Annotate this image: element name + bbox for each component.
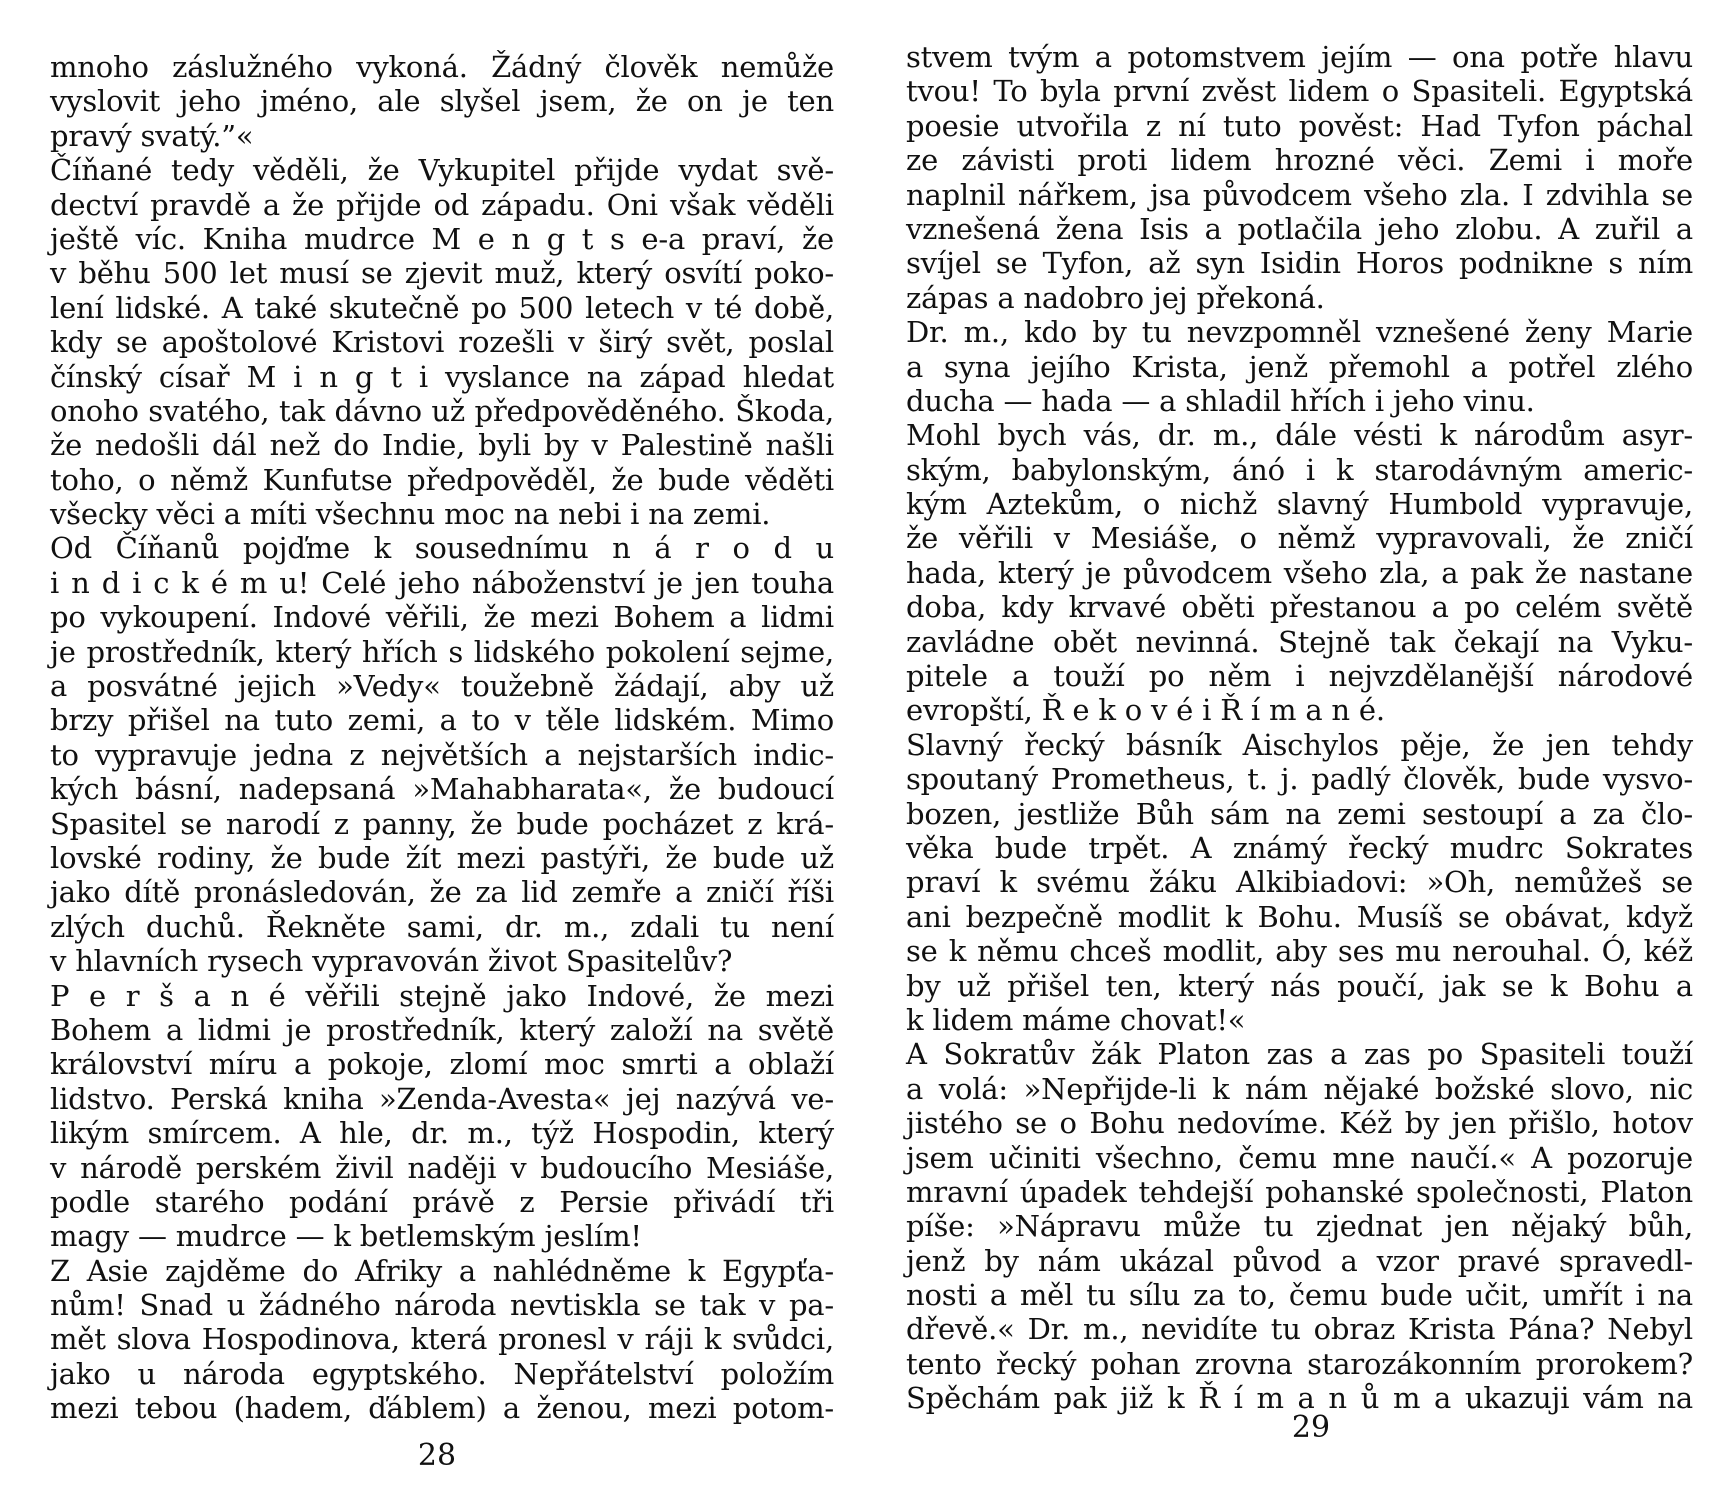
text-line: vznešená žena Isis a potlačila jeho zlobu. A zuřil a [906, 211, 1693, 246]
text-line: evropští, Ř e k o v é i Ř í m a n é. [906, 693, 1385, 728]
text-line: nům! Snad u žádného národa nevtiskla se tak v pa- [50, 1288, 834, 1323]
text-line: stvem tvým a potomstvem jejím — ona potře hlavu [906, 40, 1693, 74]
text-line: se k němu chceš modlit, aby ses mu nerouhal. Ó, kéž [906, 934, 1693, 969]
text-line: mezi tebou (hadem, ďáblem) a ženou, mezi potom- [50, 1391, 834, 1426]
text-line: Z Asie zajděme do Afriky a nahlédněme k Egypťa- [50, 1253, 834, 1288]
text-line: toho, o němž Kunfutse předpověděl, že bude věděti [50, 462, 834, 497]
text-line: bozen, jestliže Bůh sám na zemi sestoupí a za člo- [906, 796, 1693, 831]
text-line: mnoho záslužného vykoná. Žádný člověk nemůže [50, 50, 834, 84]
text-line: ducha — hada — a shladil hřích i jeho vinu. [906, 383, 1535, 418]
text-line: likým smírcem. A hle, dr. m., týž Hospodin, který [50, 1116, 834, 1151]
text-line: Spasitel se narodí z panny, že bude pocházet z krá- [50, 806, 834, 841]
text-line: království míru a pokoje, zlomí moc smrti a oblaží [50, 1047, 834, 1082]
text-line: jako u národa egyptského. Nepřátelství položím [50, 1356, 834, 1391]
text-line: hada, který je původcem všeho zla, a pak že nastane [906, 555, 1693, 590]
text-line: magy — mudrce — k betlemským jeslím! [50, 1219, 642, 1254]
text-line: jsem učiniti všechno, čemu mne naučí.« A pozoruje [906, 1140, 1693, 1175]
text-line: ským, babylonským, ánó i k starodávným americ- [906, 452, 1693, 487]
text-line: vyslovit jeho jméno, ale slyšel jsem, že on je ten [50, 84, 834, 119]
text-line: Slavný řecký básník Aischylos pěje, že jen tehdy [906, 727, 1693, 762]
text-line: ještě víc. Kniha mudrce M e n g t s e-a praví, že [50, 221, 834, 256]
text-line: P e r š a n é věřili stejně jako Indové, že mezi [50, 978, 834, 1013]
right-page-text [906, 40, 1693, 1416]
text-line: zavládne obět nevinná. Stejně tak čekají na Vyku- [906, 624, 1693, 659]
text-line: lovské rodiny, že bude žít mezi pastýři, že bude už [50, 840, 834, 875]
text-line: ani bezpečně modlit k Bohu. Musíš se obávat, když [906, 899, 1693, 934]
text-line: mět slova Hospodinova, která pronesl v ráji k svůdci, [50, 1322, 834, 1357]
text-line: zápas a nadobro jej překoná. [906, 280, 1325, 315]
left-page-text [50, 50, 834, 1426]
text-line: i n d i c k é m u! Celé jeho náboženství je jen touha [50, 565, 834, 600]
text-line: ze závisti proti lidem hrozné věci. Zemi i moře [906, 143, 1693, 178]
text-line: spoutaný Prometheus, t. j. padlý člověk, bude vysvo- [906, 762, 1693, 797]
page-number-left: 28 [417, 1438, 457, 1473]
text-line: kým Aztekům, o nichž slavný Humbold vypravuje, [906, 487, 1693, 522]
text-line: v národě perském živil naději v budoucího Mesiáše, [50, 1150, 834, 1185]
text-line: k lidem máme chovat!« [906, 1002, 1246, 1037]
text-line: tvou! To byla první zvěst lidem o Spasiteli. Egyptská [906, 74, 1693, 109]
text-line: jenž by nám ukázal původ a vzor pravé spravedl- [906, 1243, 1693, 1278]
text-line: svíjel se Tyfon, až syn Isidin Horos podnikne s ním [906, 246, 1693, 281]
text-line: všecky věci a míti všechnu moc na nebi i na zemi. [50, 497, 771, 532]
text-line: to vypravuje jedna z největších a nejstarších indic- [50, 737, 834, 772]
right-page [859, 0, 1718, 1500]
text-line: věka bude trpět. A známý řecký mudrc Sokrates [906, 830, 1693, 865]
text-line: a posvátné jejich »Vedy« toužebně žádají, aby už [50, 669, 834, 704]
text-line: je prostředník, který hřích s lidského pokolení sejme, [50, 634, 834, 669]
text-line: dectví pravdě a že přijde od západu. Oni však věděli [50, 187, 834, 222]
text-line: že věřili v Mesiáše, o němž vypravovali, že zničí [906, 521, 1693, 556]
text-line: pitele a touží po něm i nejvzdělanější národové [906, 659, 1693, 694]
text-line: tento řecký pohan zrovna starozákonním prorokem? [906, 1346, 1693, 1381]
text-line: Od Číňanů pojďme k sousednímu n á r o d u [50, 531, 834, 566]
text-line: praví k svému žáku Alkibiadovi: »Oh, nemůžeš se [906, 865, 1693, 900]
text-line: že nedošli dál než do Indie, byli by v Palestině našli [50, 428, 834, 463]
text-line: čínský císař M i n g t i vyslance na západ hledat [50, 359, 834, 394]
text-line: Dr. m., kdo by tu nevzpomněl vznešené ženy Marie [906, 315, 1693, 350]
text-line: kých básní, nadepsaná »Mahabharata«, že budoucí [50, 772, 834, 807]
text-line: poesie utvořila z ní tuto pověst: Had Tyfon páchal [906, 108, 1693, 143]
text-line: lidstvo. Perská kniha »Zenda-Avesta« jej nazývá ve- [50, 1081, 834, 1116]
text-line: jistého se o Bohu nedovíme. Kéž by jen přišlo, hotov [906, 1106, 1693, 1141]
text-line: dřevě.« Dr. m., nevidíte tu obraz Krista Pána? Nebyl [906, 1312, 1693, 1347]
text-line: A Sokratův žák Platon zas a zas po Spasiteli touží [906, 1037, 1693, 1072]
text-line: by už přišel ten, který nás poučí, jak se k Bohu a [906, 968, 1693, 1003]
text-line: Spěchám pak již k Ř í m a n ů m a ukazuji vám na [906, 1381, 1693, 1416]
page-number-right: 29 [1291, 1410, 1331, 1445]
text-line: zlých duchů. Řekněte sami, dr. m., zdali tu není [50, 909, 834, 944]
text-line: Bohem a lidmi je prostředník, který založí na světě [50, 1012, 834, 1047]
text-line: doba, kdy krvavé oběti přestanou a po celém světě [906, 590, 1693, 625]
text-line: naplnil nářkem, jsa původcem všeho zla. I zdvihla se [906, 177, 1693, 212]
text-line: po vykoupení. Indové věřili, že mezi Bohem a lidmi [50, 600, 834, 635]
text-line: Číňané tedy věděli, že Vykupitel přijde vydat svě- [50, 153, 834, 188]
text-line: nosti a měl tu sílu za to, čemu bude učit, umřít i na [906, 1278, 1693, 1313]
text-line: lení lidské. A také skutečně po 500 letech v té době, [50, 290, 834, 325]
text-line: Mohl bych vás, dr. m., dále vésti k národům asyr- [906, 418, 1693, 453]
text-line: pravý svatý.”« [50, 118, 254, 153]
text-line: píše: »Nápravu může tu zjednat jen nějaký bůh, [906, 1209, 1693, 1244]
text-line: podle starého podání právě z Persie přivádí tři [50, 1184, 834, 1219]
text-line: v běhu 500 let musí se zjevit muž, který osvítí poko- [50, 256, 834, 291]
text-line: v hlavních rysech vypravován život Spasitelův? [50, 944, 733, 979]
text-line: jako dítě pronásledován, že za lid zemře a zničí říši [50, 875, 834, 910]
text-line: mravní úpadek tehdejší pohanské společnosti, Platon [906, 1174, 1693, 1209]
text-line: a syna jejího Krista, jenž přemohl a potřel zlého [906, 349, 1693, 384]
text-line: brzy přišel na tuto zemi, a to v těle lidském. Mimo [50, 703, 834, 738]
text-line: kdy se apoštolové Kristovi rozešli v širý svět, poslal [50, 325, 834, 360]
text-line: a volá: »Nepřijde-li k nám nějaké božské slovo, nic [906, 1071, 1693, 1106]
text-line: onoho svatého, tak dávno už předpověděného. Škoda, [50, 393, 834, 428]
